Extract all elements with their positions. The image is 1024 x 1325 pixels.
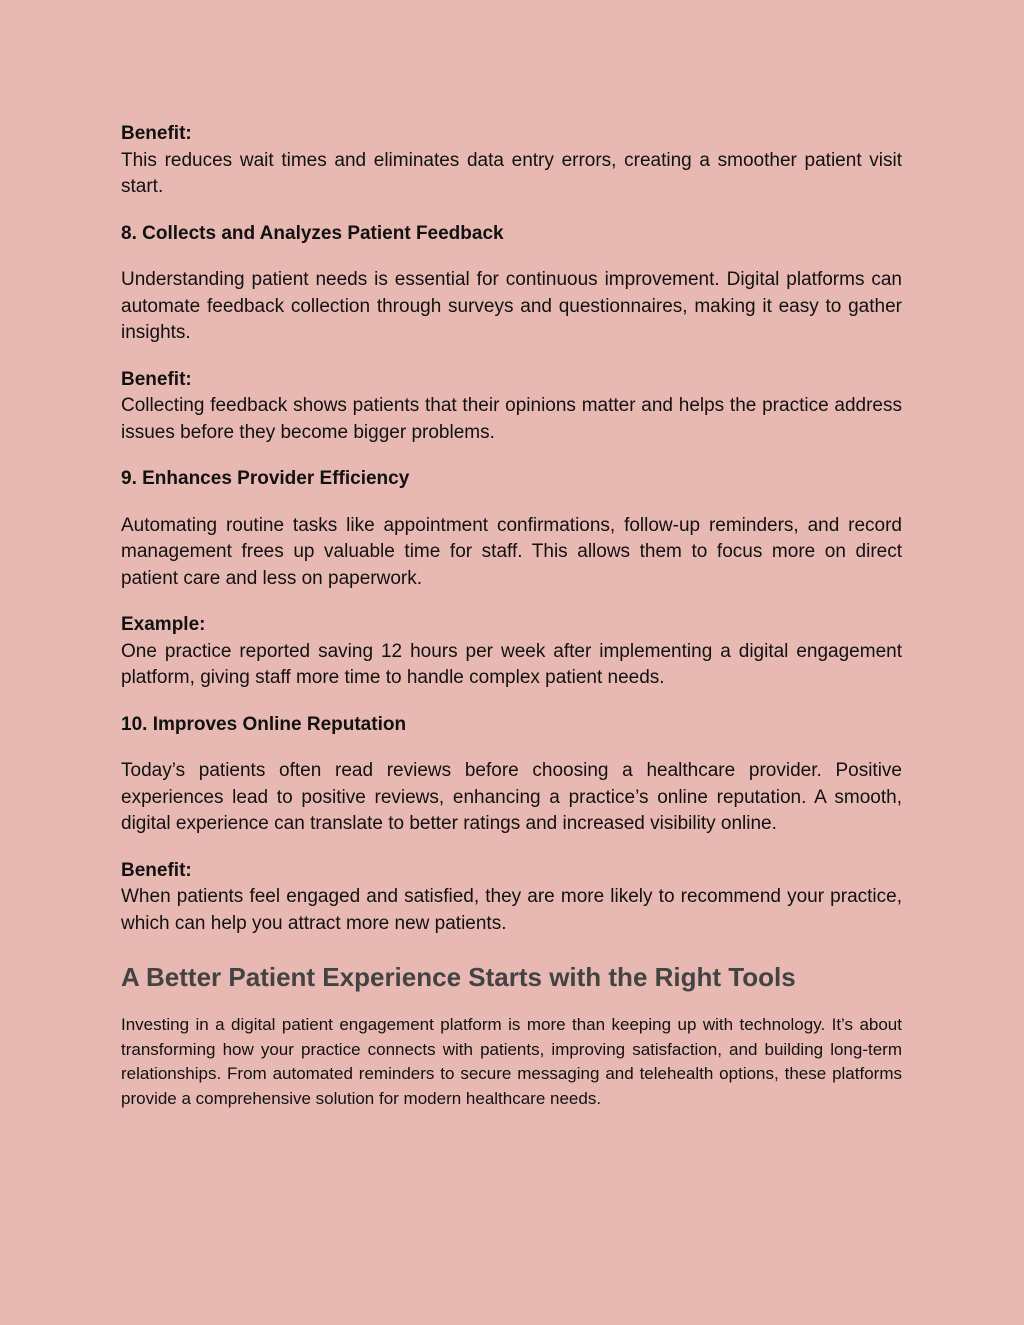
- section-9-example-label: Example:: [121, 614, 206, 635]
- section-8-benefit-text: Collecting feedback shows patients that their opinions matter and helps the practice address issues before they become bigger problems.: [121, 395, 902, 443]
- section-10-body: Today’s patients often read reviews before choosing a healthcare provider. Positive experiences lead to positive reviews, enhancing a practice’s online reputation. A smooth, digital experience can translate to better ratings and increased visibility online.: [121, 760, 902, 834]
- benefit-text: This reduces wait times and eliminates data entry errors, creating a smoother patient visit start.: [121, 149, 902, 197]
- section-9-body: Automating routine tasks like appointment confirmations, follow-up reminders, and record management frees up valuable time for staff. This allows them to focus more on direct patient care and less on paperwork.: [121, 514, 902, 589]
- section-8-benefit-label: Benefit:: [121, 368, 192, 390]
- section-8-heading: 8. Collects and Analyzes Patient Feedback: [121, 222, 504, 244]
- benefit-label: Benefit:: [121, 123, 192, 144]
- section-10-heading: 10. Improves Online Reputation: [121, 713, 407, 735]
- closing-title: A Better Patient Experience Starts with the Right Tools: [121, 962, 796, 992]
- document-content: [121, 121, 902, 1111]
- section-8-body: Understanding patient needs is essential for continuous improvement. Digital platforms can automate feedback collection through surveys and questionnaires, making it easy to gather insights.: [121, 269, 902, 343]
- section-10-benefit-label: Benefit:: [121, 859, 192, 881]
- closing-body: Investing in a digital patient engagement platform is more than keeping up with technology. It’s about transforming how your practice connects with patients, improving satisfaction, and building long-term relationships. From automated reminders to secure messaging and telehealth options, these platforms provide a comprehensive solution for modern healthcare needs.: [121, 1015, 902, 1108]
- section-9-example-text: One practice reported saving 12 hours per week after implementing a digital engagement platform, giving staff more time to handle complex patient needs.: [121, 640, 902, 688]
- section-10-benefit-text: When patients feel engaged and satisfied, they are more likely to recommend your practice, which can help you attract more new patients.: [121, 886, 902, 934]
- section-9-heading: 9. Enhances Provider Efficiency: [121, 468, 410, 489]
